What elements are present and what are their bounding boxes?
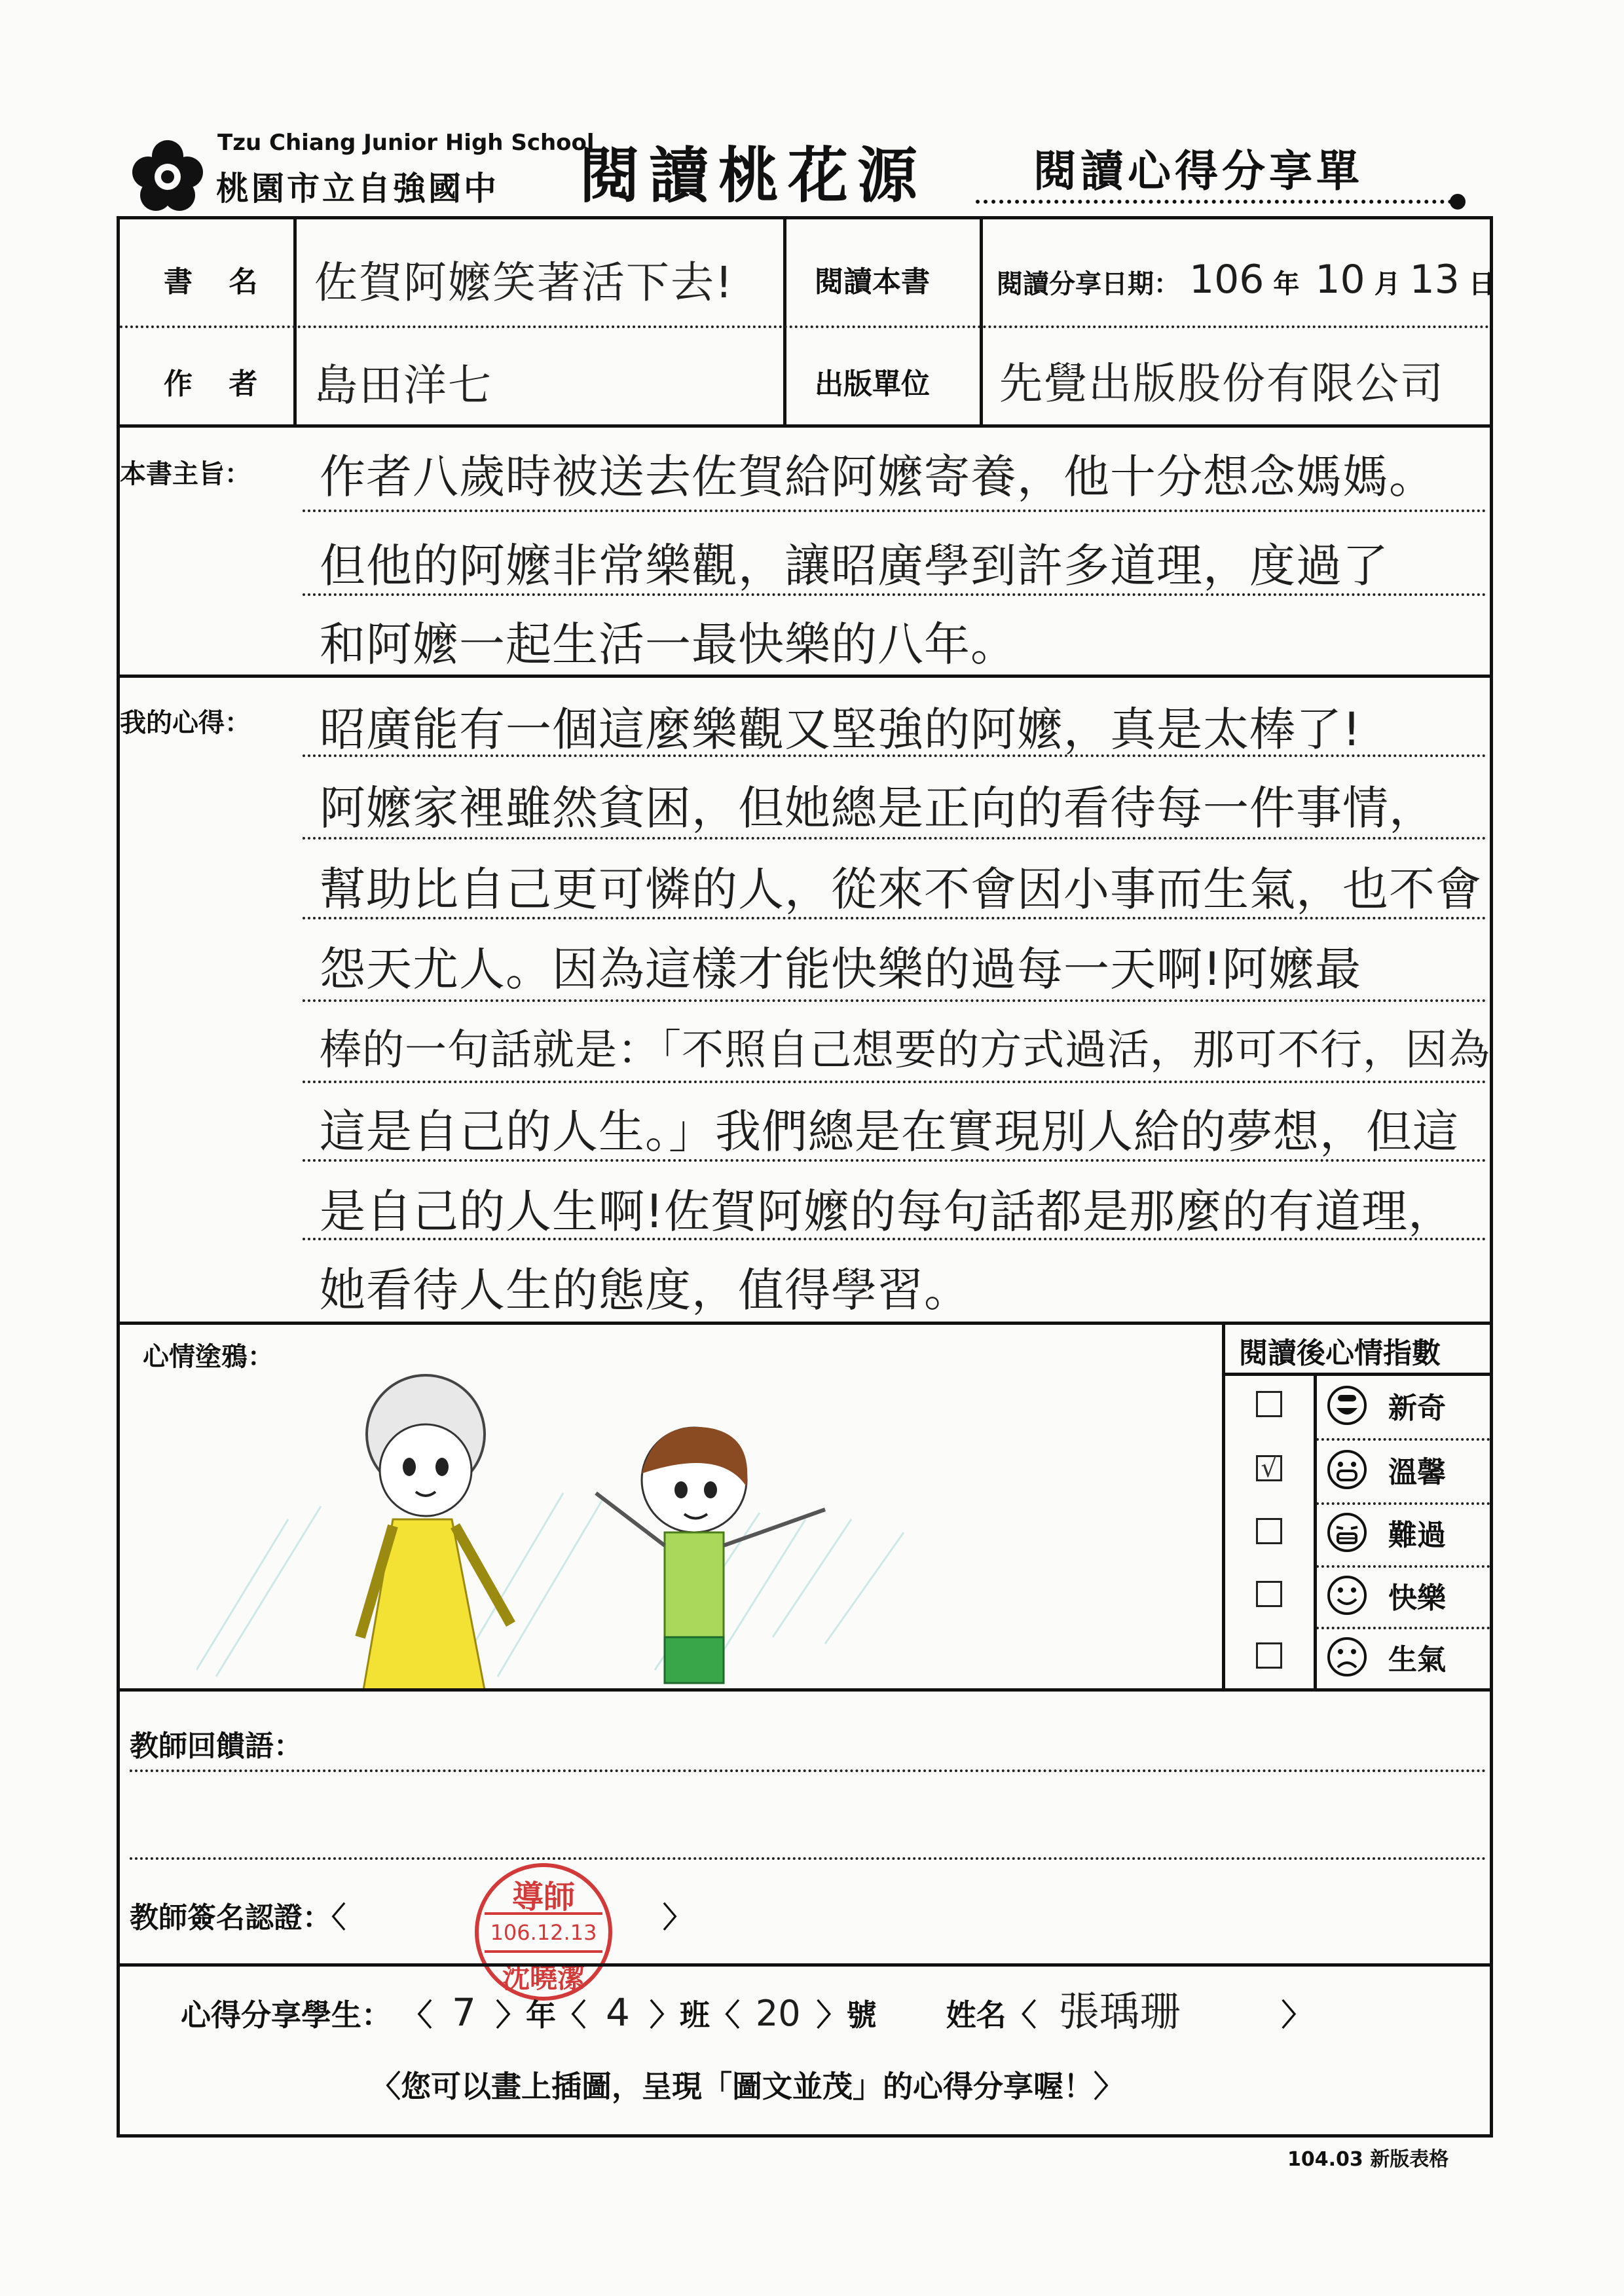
student-info [181, 1979, 1312, 2037]
mood-checkbox-checked[interactable]: √ [1256, 1455, 1282, 1481]
ruled-line [130, 1857, 1486, 1860]
mood-label: 溫馨 [1388, 1456, 1446, 1489]
section-divider [120, 1963, 1490, 1967]
publisher-label: 出版單位 [815, 367, 930, 401]
publisher-value: 先覺出版股份有限公司 [999, 358, 1445, 409]
ruled-line [303, 1159, 1486, 1162]
section-divider [120, 424, 1490, 428]
stamp-title: 導師 [511, 1879, 575, 1916]
reflection-label: 我的心得： [120, 708, 251, 738]
stamp-date: 106.12.13 [490, 1920, 597, 1945]
author-value: 島田洋七 [314, 360, 492, 411]
title-underline-dot [1450, 194, 1466, 210]
school-name-zh: 桃園市立自強國中 [216, 170, 499, 208]
grade-unit: 〉年〈 [495, 1997, 586, 2033]
grin-face-icon [1326, 1384, 1368, 1426]
ruled-line [303, 1238, 1486, 1240]
summary-line: 作者八歲時被送去佐賀給阿嬤寄養，他十分想念媽媽。 [320, 450, 1435, 504]
ruled-line [303, 509, 1486, 512]
student-seat: 20 [755, 1993, 801, 2034]
form-title: 閱讀心得分享單 [1033, 146, 1363, 196]
mood-option-angry[interactable] [1225, 1627, 1493, 1690]
student-grade: 7 [452, 1990, 476, 2035]
day-unit: 日 [1468, 269, 1495, 299]
mood-label: 快樂 [1388, 1582, 1446, 1615]
boy-figure [596, 1427, 825, 1683]
student-class: 4 [605, 1990, 630, 2035]
mood-option-novel[interactable] [1225, 1375, 1493, 1438]
share-date-label: 閱讀分享日期： [997, 269, 1180, 299]
mood-checkbox[interactable] [1256, 1518, 1282, 1544]
ruled-line [130, 1769, 1486, 1772]
summary-line: 和阿嬤一起生活一最快樂的八年。 [320, 618, 1017, 671]
reflection-line: 這是自己的人生。」我們總是在實現別人給的夢想，但這 [320, 1105, 1459, 1158]
class-unit: 〉班〈 [649, 1997, 740, 2033]
student-label: 心得分享學生： [181, 1997, 392, 2033]
reflection-line: 阿嬤家裡雖然貧困，但她總是正向的看待每一件事情， [320, 781, 1435, 835]
mood-checkbox[interactable] [1256, 1642, 1282, 1669]
share-date [997, 257, 1495, 303]
smile-face-icon [1326, 1574, 1368, 1616]
share-date-month: 10 [1315, 257, 1365, 303]
program-title: 閱讀桃花源 [580, 141, 927, 211]
ruled-line [303, 593, 1486, 596]
teeth-smile-face-icon [1326, 1449, 1368, 1491]
mood-option-sad[interactable] [1225, 1502, 1493, 1565]
mood-label: 新奇 [1388, 1392, 1446, 1425]
ruled-line [303, 754, 1486, 757]
book-title-value: 佐賀阿嬤笑著活下去! [314, 257, 734, 308]
share-date-year: 106 [1189, 257, 1264, 303]
teacher-signature-label: 教師簽名認證：〈 [130, 1901, 346, 1935]
drawing-label: 心情塗鴉： [143, 1342, 274, 1372]
seat-unit: 〉號 [816, 1997, 877, 2033]
footer-note: 〈您可以畫上插圖，呈現「圖文並茂」的心得分享喔！〉 [371, 2069, 1124, 2104]
form-version: 104.03 新版表格 [1287, 2148, 1449, 2171]
frown-face-icon [1326, 1636, 1368, 1678]
crying-face-icon [1326, 1511, 1368, 1553]
book-title-label: 書 名 [164, 265, 271, 299]
grid-divider [783, 219, 786, 426]
mood-label: 生氣 [1388, 1643, 1446, 1676]
school-logo [128, 136, 207, 215]
mood-header: 閱讀後心情指數 [1239, 1337, 1441, 1370]
bracket: 〉 [1281, 1997, 1312, 2033]
section-divider [120, 675, 1490, 678]
grid-divider [293, 219, 297, 426]
mood-label: 難過 [1388, 1519, 1446, 1552]
reflection-line: 昭廣能有一個這麼樂觀又堅強的阿嬤，真是太棒了! [320, 703, 1362, 756]
mood-checkbox[interactable] [1256, 1581, 1282, 1607]
school-name-en: Tzu Chiang Junior High School [217, 130, 595, 156]
mood-option-warm[interactable] [1225, 1439, 1493, 1502]
month-unit: 月 [1374, 269, 1401, 299]
ruled-line [303, 1081, 1486, 1083]
stamp-name: 沈曉潔 [502, 1962, 585, 1994]
section-divider [120, 1688, 1490, 1692]
grandmother-figure [360, 1375, 511, 1690]
reflection-line: 棒的一句話就是：「不照自己想要的方式過活，那可不行，因為 [320, 1026, 1490, 1075]
reflection-line: 是自己的人生啊!佐賀阿嬤的每句話都是那麼的有道理， [320, 1185, 1455, 1238]
reflection-line: 她看待人生的態度，值得學習。 [320, 1263, 970, 1317]
year-unit: 年 [1273, 269, 1300, 299]
ruled-line [303, 837, 1486, 840]
title-underline [976, 200, 1460, 204]
bracket: 〈 [402, 1997, 433, 2033]
mood-option-happy[interactable] [1225, 1565, 1493, 1628]
ruled-line [303, 917, 1486, 919]
teacher-signature-close: 〉 [663, 1901, 692, 1935]
student-name: 張瑀珊 [1058, 1988, 1181, 2035]
grid-divider [980, 219, 983, 426]
teacher-feedback-label: 教師回饋語： [130, 1730, 303, 1763]
row-divider [120, 325, 1490, 328]
reading-type-label: 閱讀本書 [815, 265, 930, 299]
doodle-drawing [196, 1362, 1179, 1690]
reflection-line: 怨天尤人。因為這樣才能快樂的過每一天啊!阿嬤最 [320, 942, 1362, 996]
summary-label: 本書主旨： [120, 459, 251, 489]
student-name-label: 姓名〈 [946, 1997, 1037, 2033]
section-divider [120, 1322, 1490, 1325]
author-label: 作 者 [164, 367, 271, 401]
summary-line: 但他的阿嬤非常樂觀，讓昭廣學到許多道理，度過了 [320, 539, 1389, 593]
mood-checkbox[interactable] [1256, 1391, 1282, 1417]
reflection-line: 幫助比自己更可憐的人，從來不會因小事而生氣，也不會 [320, 862, 1482, 916]
ruled-line [303, 999, 1486, 1002]
share-date-day: 13 [1409, 257, 1460, 303]
